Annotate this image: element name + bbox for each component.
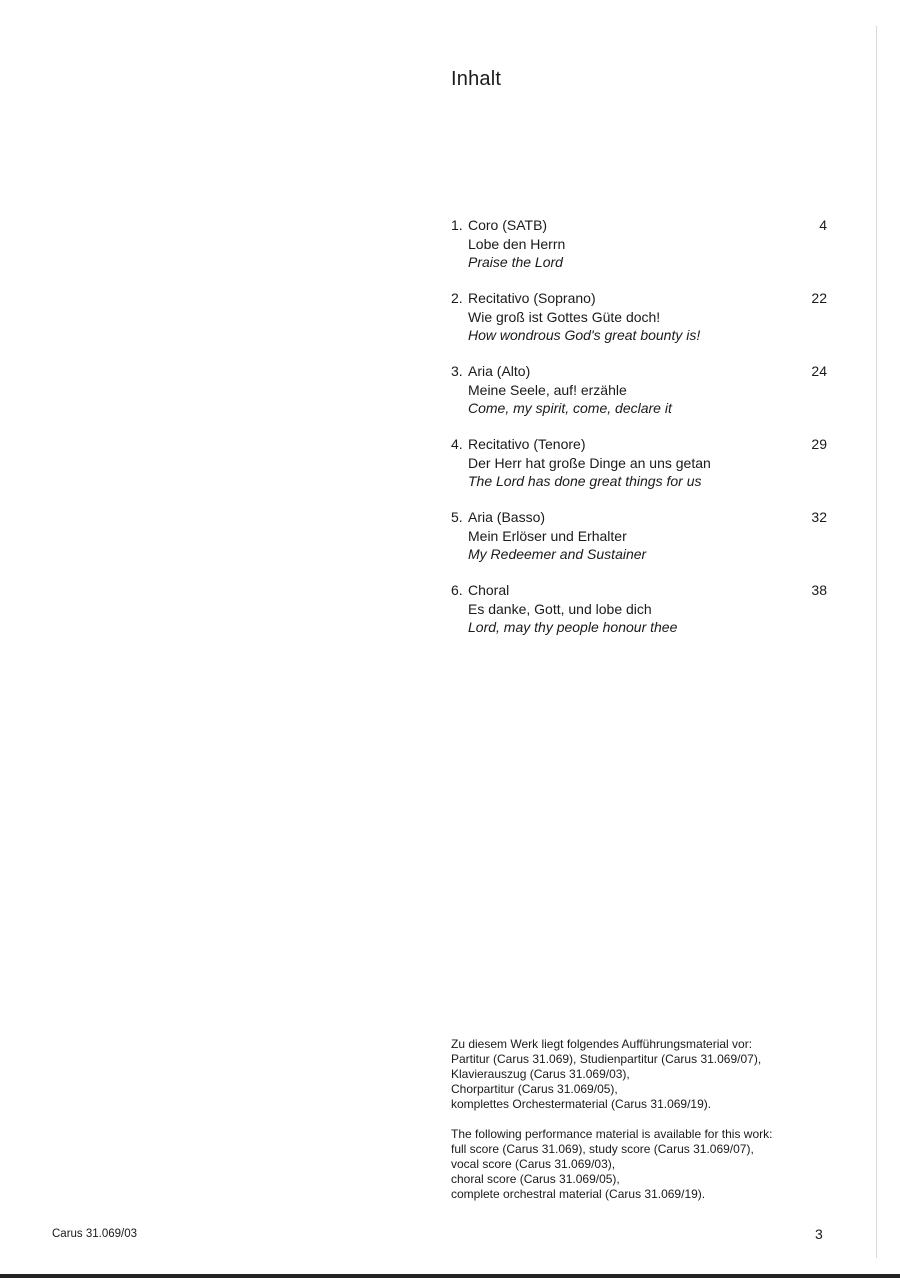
toc-entry-number: 1. (451, 217, 463, 233)
toc-entry-page: 22 (811, 290, 827, 306)
toc-entry-page: 38 (811, 582, 827, 598)
toc-entry-number: 3. (451, 363, 463, 379)
toc-entry-german: Wie groß ist Gottes Güte doch! (468, 308, 661, 325)
toc-entry-number: 4. (451, 436, 463, 452)
toc-entry-number: 6. (451, 582, 463, 598)
toc-entry-heading (451, 581, 827, 600)
notes-line: vocal score (Carus 31.069/03), (451, 1157, 616, 1171)
toc-entry (451, 362, 827, 435)
toc-entry-english: Come, my spirit, come, declare it (468, 400, 672, 416)
toc-entry-english: Praise the Lord (468, 254, 563, 270)
notes-english (451, 1127, 772, 1202)
toc-entry-title: Coro (SATB) (468, 217, 548, 233)
toc-entry-english: How wondrous God's great bounty is! (468, 327, 701, 343)
toc-entry-german: Lobe den Herrn (468, 235, 566, 252)
toc-entry-title: Aria (Alto) (468, 363, 531, 379)
toc-entry (451, 581, 827, 654)
notes-line: The following performance material is available for this work: (451, 1127, 773, 1141)
toc-entry-page: 24 (811, 363, 827, 379)
notes-line: Zu diesem Werk liegt folgendes Aufführungsmaterial vor: (451, 1037, 753, 1051)
toc-entry-heading (451, 508, 827, 527)
toc-entry-german: Der Herr hat große Dinge an uns getan (468, 454, 711, 471)
toc-entry (451, 289, 827, 362)
notes-line: Partitur (Carus 31.069), Studienpartitur (Carus 31.069/07), (451, 1052, 762, 1066)
toc-entry-english: The Lord has done great things for us (468, 473, 702, 489)
bottom-border (0, 1274, 900, 1278)
toc-entry (451, 508, 827, 581)
notes-line: komplettes Orchestermaterial (Carus 31.069/19). (451, 1097, 712, 1111)
notes-line: complete orchestral material (Carus 31.069/19). (451, 1187, 706, 1201)
toc-entry-number: 5. (451, 509, 463, 525)
toc-entry-title: Aria (Basso) (468, 509, 546, 525)
toc-entry (451, 435, 827, 508)
notes-line: full score (Carus 31.069), study score (Carus 31.069/07), (451, 1142, 754, 1156)
toc-entry-english: My Redeemer and Sustainer (468, 546, 647, 562)
toc-entry-german: Mein Erlöser und Erhalter (468, 527, 627, 544)
toc-entry (451, 216, 827, 289)
toc-entry-german: Meine Seele, auf! erzähle (468, 381, 627, 398)
toc-entry-english: Lord, may thy people honour thee (468, 619, 678, 635)
footer-page-number: 3 (815, 1226, 823, 1242)
toc-entry-page: 4 (819, 217, 827, 233)
notes-line: Klavierauszug (Carus 31.069/03), (451, 1067, 630, 1081)
toc-entry-page: 32 (811, 509, 827, 525)
footer-catalog-number: Carus 31.069/03 (52, 1228, 138, 1240)
notes-line: Chorpartitur (Carus 31.069/05), (451, 1082, 618, 1096)
toc-entry-page: 29 (811, 436, 827, 452)
page-title: Inhalt (451, 68, 502, 90)
toc-entry-heading (451, 362, 827, 381)
toc-entry-german: Es danke, Gott, und lobe dich (468, 600, 652, 617)
toc-entry-heading (451, 216, 827, 235)
table-of-contents (451, 216, 827, 654)
notes-german (451, 1037, 772, 1112)
notes-line: choral score (Carus 31.069/05), (451, 1172, 620, 1186)
toc-entry-title: Recitativo (Tenore) (468, 436, 586, 452)
page-edge-line (876, 26, 877, 1258)
toc-entry-number: 2. (451, 290, 463, 306)
toc-entry-heading (451, 289, 827, 308)
toc-entry-title: Choral (468, 582, 510, 598)
toc-entry-heading (451, 435, 827, 454)
toc-entry-title: Recitativo (Soprano) (468, 290, 596, 306)
performance-material-notes (451, 1037, 772, 1202)
